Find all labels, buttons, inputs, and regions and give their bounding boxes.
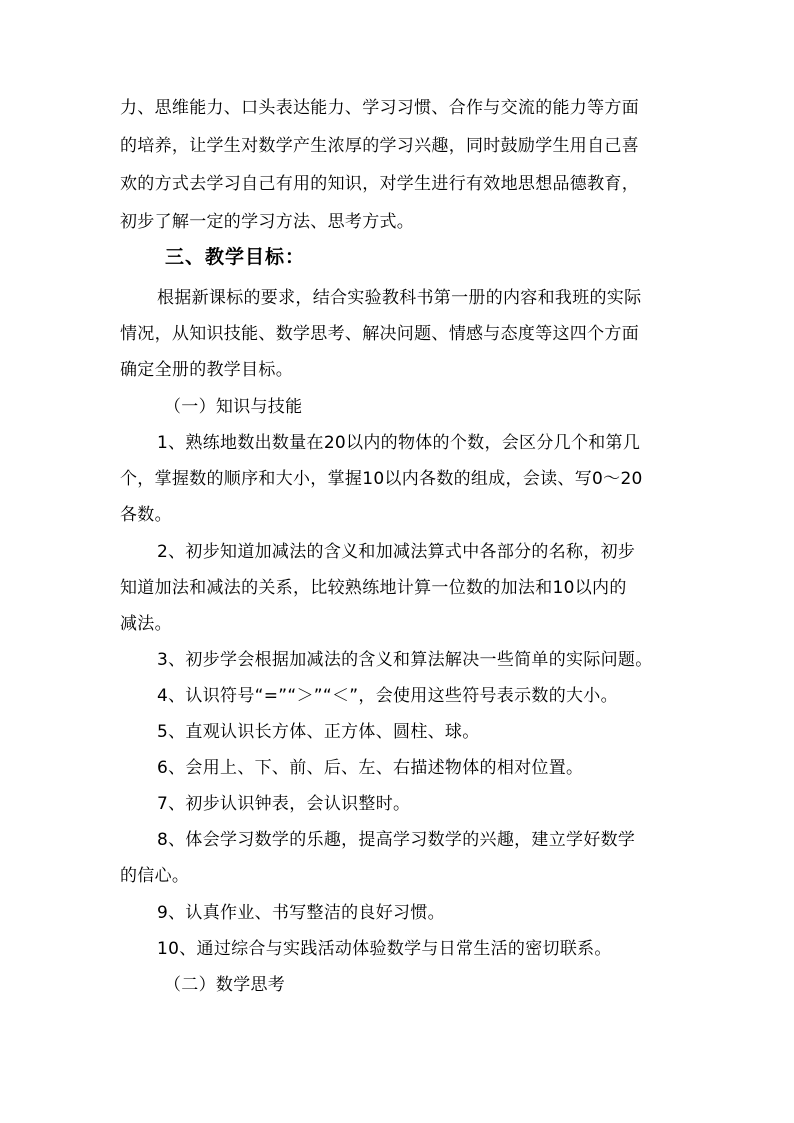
body-text-line: 初步了解一定的学习方法、思考方式。 [120, 212, 415, 232]
body-text-line: 根据新课标的要求，结合实验教科书第一册的内容和我班的实际 [157, 288, 642, 308]
list-item: 7、初步认识钟表，会认识整时。 [157, 794, 411, 814]
list-item: 的信心。 [120, 866, 190, 886]
list-item: 各数。 [120, 505, 172, 525]
list-item: 知道加法和减法的关系，比较熟练地计算一位数的加法和10以内的 [120, 578, 627, 598]
body-text-line: 的培养，让学生对数学产生浓厚的学习兴趣，同时鼓励学生用自己喜 [120, 136, 639, 156]
section-heading: 三、教学目标： [165, 246, 306, 268]
list-item: 8、体会学习数学的乐趣，提高学习数学的兴趣，建立学好数学 [157, 830, 636, 850]
body-text-line: 力、思维能力、口头表达能力、学习习惯、合作与交流的能力等方面 [120, 98, 639, 118]
body-text-line: 欢的方式去学习自己有用的知识，对学生进行有效地思想品德教育， [120, 174, 639, 194]
body-text-line: 情况，从知识技能、数学思考、解决问题、情感与态度等这四个方面 [120, 324, 639, 344]
list-item: 5、直观认识长方体、正方体、圆柱、球。 [157, 722, 480, 742]
list-item: 4、认识符号“=”“＞”“＜”，会使用这些符号表示数的大小。 [157, 686, 618, 706]
list-item: 1、熟练地数出数量在20以内的物体的个数，会区分几个和第几 [157, 433, 641, 453]
list-item: 个，掌握数的顺序和大小，掌握10以内各数的组成，会读、写0～20 [120, 469, 643, 489]
body-text-line: 确定全册的教学目标。 [120, 360, 293, 380]
list-item: 9、认真作业、书写整洁的良好习惯。 [157, 903, 445, 923]
list-item: 6、会用上、下、前、后、左、右描述物体的相对位置。 [157, 758, 584, 778]
subsection-title: （一）知识与技能 [164, 397, 303, 417]
subsection-title: （二）数学思考 [164, 975, 286, 995]
list-item: 2、初步知道加减法的含义和加减法算式中各部分的名称，初步 [157, 542, 636, 562]
list-item: 10、通过综合与实践活动体验数学与日常生活的密切联系。 [157, 939, 612, 959]
list-item: 减法。 [120, 614, 172, 634]
list-item: 3、初步学会根据加减法的含义和算法解决一些简单的实际问题。 [157, 650, 653, 670]
